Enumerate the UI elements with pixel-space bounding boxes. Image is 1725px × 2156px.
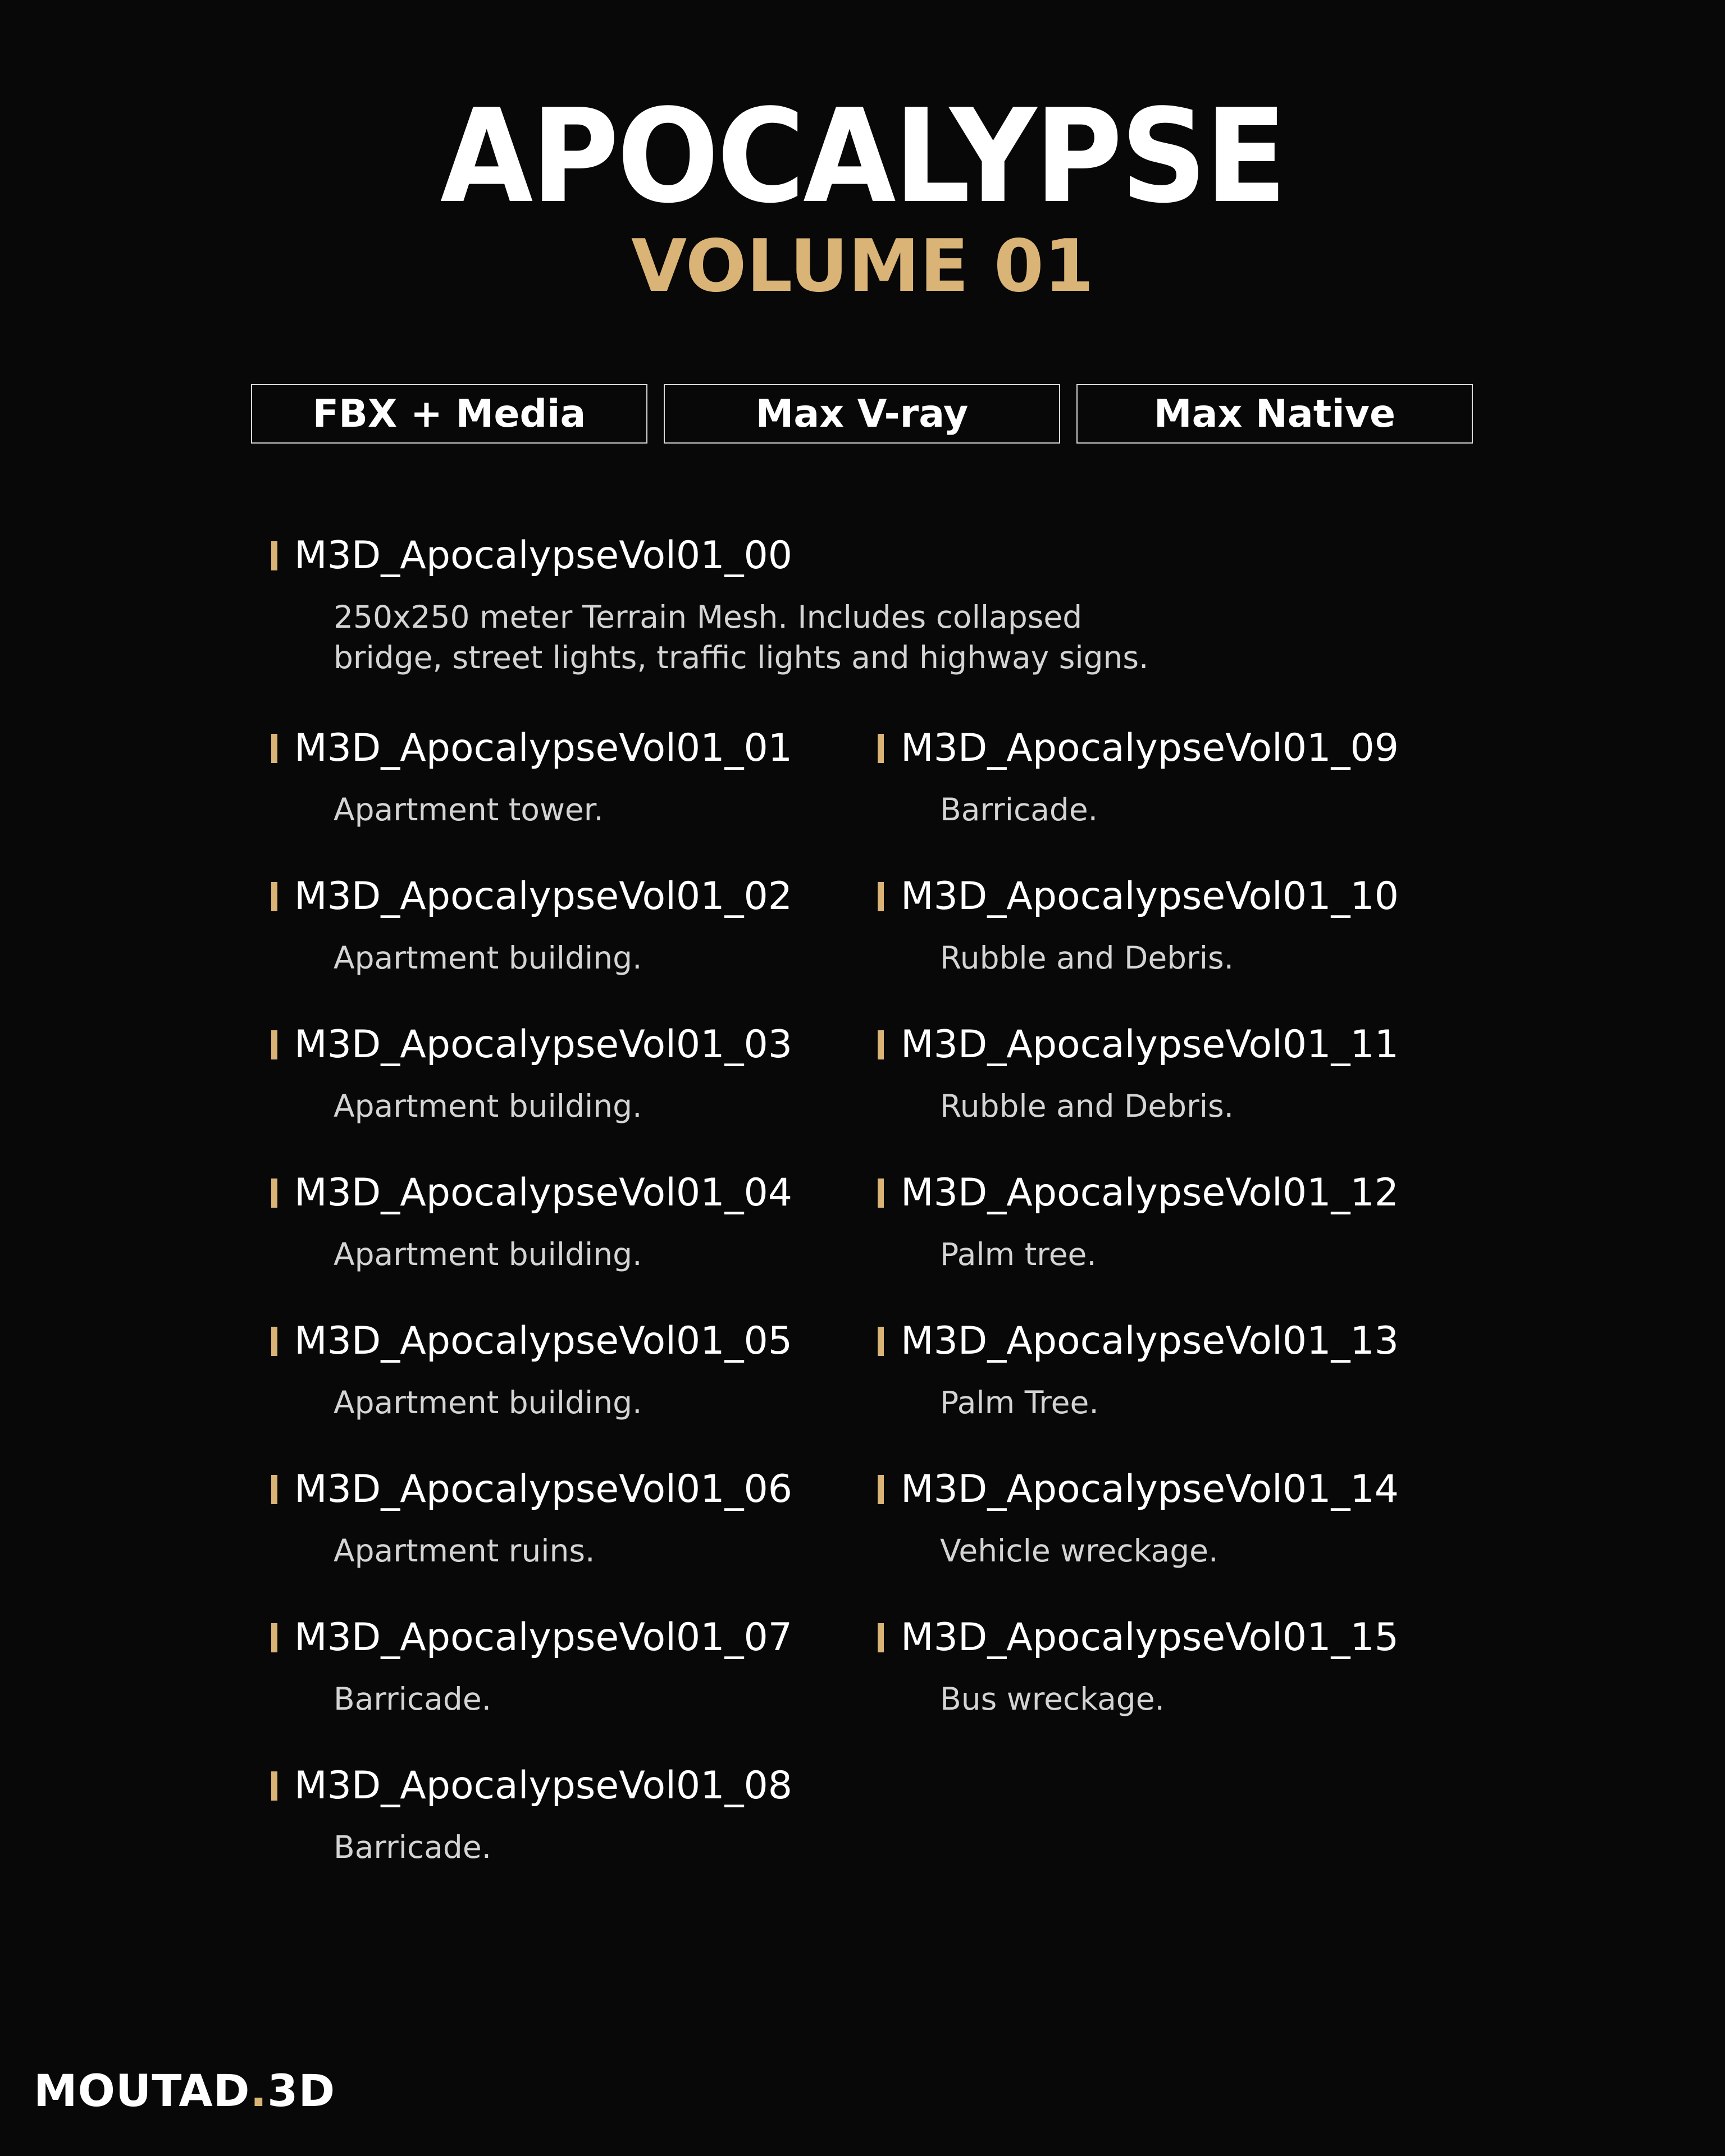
item-name: M3D_ApocalypseVol01_11 bbox=[901, 1022, 1399, 1067]
list-item bbox=[271, 1615, 833, 1728]
tab-max-vray[interactable]: Max V-ray bbox=[664, 384, 1060, 444]
item-name: M3D_ApocalypseVol01_04 bbox=[294, 1171, 792, 1215]
accent-bar bbox=[271, 882, 277, 911]
accent-bar bbox=[878, 1327, 884, 1356]
list-item bbox=[271, 1022, 833, 1135]
list-item bbox=[271, 1319, 833, 1431]
item-name: M3D_ApocalypseVol01_02 bbox=[294, 874, 792, 919]
item-name: M3D_ApocalypseVol01_00 bbox=[294, 533, 792, 578]
format-tabs bbox=[251, 384, 1474, 444]
item-description: Apartment building. bbox=[334, 940, 642, 976]
item-description: Apartment building. bbox=[334, 1385, 642, 1420]
list-item bbox=[878, 1022, 1439, 1135]
accent-bar bbox=[271, 1179, 277, 1208]
page-title: APOCALYPSE bbox=[440, 82, 1285, 232]
item-description: Apartment tower. bbox=[334, 792, 604, 828]
item-description: Rubble and Debris. bbox=[940, 1088, 1234, 1124]
accent-bar bbox=[878, 1030, 884, 1059]
item-name: M3D_ApocalypseVol01_03 bbox=[294, 1022, 792, 1067]
item-description: Apartment building. bbox=[334, 1236, 642, 1272]
accent-bar bbox=[878, 1179, 884, 1208]
item-description: Palm Tree. bbox=[940, 1385, 1099, 1420]
list-item bbox=[878, 1467, 1439, 1579]
list-item bbox=[271, 1764, 833, 1876]
item-description: Apartment building. bbox=[334, 1088, 642, 1124]
list-item bbox=[271, 874, 833, 986]
list-item bbox=[878, 726, 1439, 838]
logo-suffix-text: 3D bbox=[267, 2066, 336, 2117]
item-description: Vehicle wreckage. bbox=[940, 1533, 1219, 1569]
tab-fbx-media[interactable]: FBX + Media bbox=[251, 384, 647, 444]
item-name: M3D_ApocalypseVol01_14 bbox=[901, 1467, 1399, 1511]
accent-bar bbox=[878, 882, 884, 911]
item-name: M3D_ApocalypseVol01_12 bbox=[901, 1171, 1399, 1215]
list-item bbox=[271, 726, 833, 838]
item-description: Bus wreckage. bbox=[940, 1681, 1165, 1717]
list-item bbox=[271, 1467, 833, 1579]
accent-bar bbox=[271, 1771, 277, 1801]
item-name: M3D_ApocalypseVol01_05 bbox=[294, 1319, 792, 1363]
accent-bar bbox=[878, 1475, 884, 1504]
list-item bbox=[878, 1319, 1439, 1431]
list-item-intro bbox=[271, 533, 1226, 679]
accent-bar bbox=[271, 541, 277, 570]
logo-main-text: MOUTAD bbox=[34, 2066, 250, 2117]
list-item bbox=[878, 1615, 1439, 1728]
item-name: M3D_ApocalypseVol01_06 bbox=[294, 1467, 792, 1511]
item-name: M3D_ApocalypseVol01_07 bbox=[294, 1615, 792, 1660]
accent-bar bbox=[271, 1623, 277, 1652]
tab-max-native[interactable]: Max Native bbox=[1076, 384, 1473, 444]
page-subtitle: VOLUME 01 bbox=[631, 225, 1094, 308]
accent-bar bbox=[878, 1623, 884, 1652]
item-description: Rubble and Debris. bbox=[940, 940, 1234, 976]
item-description: Barricade. bbox=[334, 1829, 492, 1865]
accent-bar bbox=[271, 1327, 277, 1356]
item-description: Apartment ruins. bbox=[334, 1533, 595, 1569]
accent-bar bbox=[271, 1475, 277, 1504]
item-name: M3D_ApocalypseVol01_13 bbox=[901, 1319, 1399, 1363]
item-description: Palm tree. bbox=[940, 1236, 1097, 1272]
list-item bbox=[878, 1171, 1439, 1283]
item-description: Barricade. bbox=[940, 792, 1098, 828]
item-name: M3D_ApocalypseVol01_15 bbox=[901, 1615, 1399, 1660]
list-item bbox=[271, 1171, 833, 1283]
brand-logo bbox=[34, 2066, 335, 2117]
item-name: M3D_ApocalypseVol01_10 bbox=[901, 874, 1399, 919]
logo-dot: . bbox=[250, 2066, 268, 2117]
item-name: M3D_ApocalypseVol01_09 bbox=[901, 726, 1399, 770]
accent-bar bbox=[271, 734, 277, 763]
list-item bbox=[878, 874, 1439, 986]
item-description: Barricade. bbox=[334, 1681, 492, 1717]
accent-bar bbox=[271, 1030, 277, 1059]
item-name: M3D_ApocalypseVol01_08 bbox=[294, 1764, 792, 1808]
item-name: M3D_ApocalypseVol01_01 bbox=[294, 726, 792, 770]
item-description: 250x250 meter Terrain Mesh. Includes collapsed bridge, street lights, traffic lights and highway signs. bbox=[334, 599, 1149, 675]
accent-bar bbox=[878, 734, 884, 763]
